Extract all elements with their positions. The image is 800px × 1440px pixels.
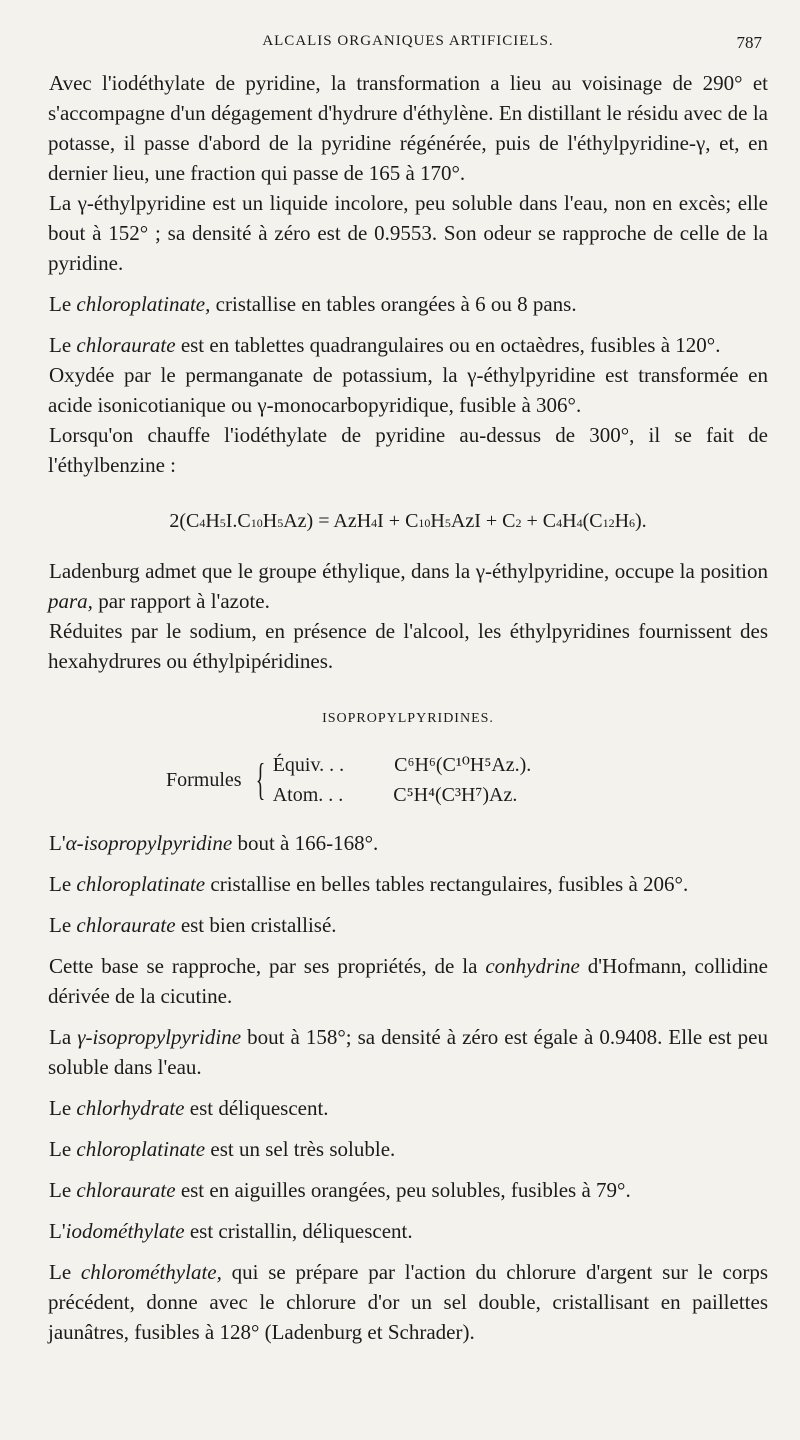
eq-sup: 5	[444, 516, 451, 530]
eq-sup: 5	[219, 516, 226, 530]
header-title: ALCALIS ORGANIQUES ARTIFICIELS.	[262, 33, 554, 49]
emphasis: chloroplatinate,	[76, 292, 211, 316]
text: Ladenburg admet que le groupe éthylique, dans la γ-éthylpyridine, occupe la position	[49, 559, 768, 583]
formula-dots: . .	[328, 784, 344, 806]
eq-sup: 10	[418, 516, 431, 530]
eq-sup: 2	[515, 516, 522, 530]
text: qui se prépare par l'action du chlorure d'argent sur le corps précédent, donne avec le chlorure d'or un sel double, cristallisant en paillettes jaunâtres, fusibles à 128° (Ladenburg et Schrader).	[48, 1260, 768, 1344]
emphasis: para,	[48, 589, 93, 613]
text: Le	[49, 1137, 77, 1161]
formula-label: Formules	[166, 769, 242, 791]
paragraph-12	[48, 951, 768, 1011]
text: Le	[49, 333, 77, 357]
text: Le	[49, 292, 77, 316]
emphasis: chlorhydrate	[76, 1096, 185, 1120]
eq-part: H	[205, 510, 220, 532]
text: est en tablettes quadrangulaires ou en octaèdres, fusibles à 120°.	[175, 333, 721, 357]
eq-part: H	[430, 510, 445, 532]
paragraph-13	[48, 1022, 768, 1082]
eq-part: Az) = AzH	[283, 510, 372, 532]
formula-row-atom	[273, 780, 532, 810]
eq-sup: 4	[576, 516, 583, 530]
paragraph-17	[48, 1216, 768, 1246]
eq-part: AzI + C	[450, 510, 516, 532]
paragraph-14	[48, 1093, 768, 1123]
emphasis: chloraurate	[76, 333, 176, 357]
text: Le	[49, 1260, 81, 1284]
paragraph-4	[48, 330, 768, 360]
text: est déliquescent.	[184, 1096, 329, 1120]
text: Le	[49, 1178, 77, 1202]
emphasis: chloroplatinate	[76, 872, 206, 896]
eq-sup: 6	[629, 516, 636, 530]
paragraph-9	[48, 828, 768, 858]
eq-sup: 4	[556, 516, 563, 530]
eq-part: I + C	[377, 510, 419, 532]
emphasis: chlorométhylate,	[80, 1260, 222, 1284]
text: est cristallin, déliquescent.	[184, 1219, 413, 1243]
paragraph-6: Lorsqu'on chauffe l'iodéthylate de pyridine au-dessus de 300°, il se fait de l'éthylbenzine :	[48, 423, 768, 477]
eq-part: (C	[582, 510, 603, 532]
eq-sup: 4	[371, 516, 378, 530]
text: Le	[49, 872, 77, 896]
eq-part: H	[262, 510, 278, 532]
formula-row-equiv	[273, 750, 532, 780]
chemical-equation	[48, 506, 768, 536]
paragraph-11	[48, 910, 768, 940]
text: bout à 158°; sa densité à zéro est égale à 0.9408. Elle est peu soluble dans l'eau.	[48, 1025, 768, 1079]
eq-part: I.C	[225, 510, 251, 532]
paragraph-18	[48, 1257, 768, 1347]
formula-block	[166, 750, 768, 810]
paragraph-16	[48, 1175, 768, 1205]
eq-sup: 12	[602, 516, 615, 530]
paragraph-2: La γ-éthylpyridine est un liquide incolore, peu soluble dans l'eau, non en excès; elle bout à 152° ; sa densité à zéro est de 0.9553. Son odeur se rapproche de celle de la pyridine.	[48, 191, 768, 275]
text: La	[49, 1025, 78, 1049]
eq-part: + C	[521, 510, 557, 532]
emphasis: iodométhylate	[65, 1219, 185, 1243]
formula-value: C⁵H⁴(C³H⁷)Az.	[393, 784, 518, 806]
text: est un sel très soluble.	[205, 1137, 396, 1161]
text: d'Hofmann, collidine dérivée de la cicutine.	[48, 954, 769, 1008]
paragraph-15	[48, 1134, 768, 1164]
paragraph-8: Réduites par le sodium, en présence de l'alcool, les éthylpyridines fournissent des hexahydrures ou éthylpipéridines.	[48, 619, 768, 673]
eq-part: H	[614, 510, 630, 532]
paragraph-3	[48, 289, 768, 319]
formula-row-label: Équiv.	[272, 754, 325, 776]
emphasis: chloroplatinate	[76, 1137, 206, 1161]
paragraph-5: Oxydée par le permanganate de potassium, la γ-éthylpyridine est transformée en acide isonicotianique ou γ-monocarbopyridique, fusible à 306°.	[48, 363, 768, 417]
text: bout à 166-168°.	[232, 831, 379, 855]
text: est bien cristallisé.	[175, 913, 337, 937]
text: Le	[49, 1096, 77, 1120]
formula-row-label: Atom.	[272, 784, 324, 806]
formula-rows	[273, 750, 532, 810]
text: par rapport à l'azote.	[92, 589, 270, 613]
emphasis: α-isopropylpyridine	[65, 831, 233, 855]
emphasis: conhydrine	[485, 954, 580, 978]
text: Cette base se rapproche, par ses propriétés, de la	[49, 954, 486, 978]
formula-dots: . .	[329, 754, 345, 776]
text: cristallise en tables orangées à 6 ou 8 pans.	[210, 292, 577, 316]
formula-value: C⁶H⁶(C¹⁰H⁵Az.).	[394, 754, 532, 776]
page-number: 787	[736, 33, 762, 52]
page-body	[48, 68, 768, 1347]
running-header	[48, 33, 768, 59]
text: Le	[49, 913, 77, 937]
text: cristallise en belles tables rectangulaires, fusibles à 206°.	[205, 872, 689, 896]
paragraph-1: Avec l'iodéthylate de pyridine, la transformation a lieu au voisinage de 290° et s'accompagne d'un dégagement d'hydrure d'éthylène. En distillant le résidu avec de la potasse, il passe d'abord de la pyridine régénérée, puis de l'éthylpyridine-γ, et, en dernier lieu, une fraction qui passe de 165 à 170°.	[48, 71, 768, 185]
emphasis: γ-isopropylpyridine	[77, 1025, 242, 1049]
emphasis: chloraurate	[76, 913, 176, 937]
brace-icon: {	[255, 755, 265, 804]
paragraph-7	[48, 556, 768, 616]
eq-part: ).	[635, 510, 647, 532]
eq-sup: 5	[277, 516, 284, 530]
eq-sup: 4	[199, 516, 206, 530]
text: L'	[49, 831, 66, 855]
section-title: ISOPROPYLPYRIDINES.	[322, 711, 494, 726]
eq-part: 2(C	[169, 510, 200, 532]
paragraph-10	[48, 869, 768, 899]
emphasis: chloraurate	[76, 1178, 176, 1202]
text: L'	[49, 1219, 66, 1243]
eq-part: H	[562, 510, 577, 532]
eq-sup: 10	[250, 516, 263, 530]
text: est en aiguilles orangées, peu solubles, fusibles à 79°.	[175, 1178, 631, 1202]
